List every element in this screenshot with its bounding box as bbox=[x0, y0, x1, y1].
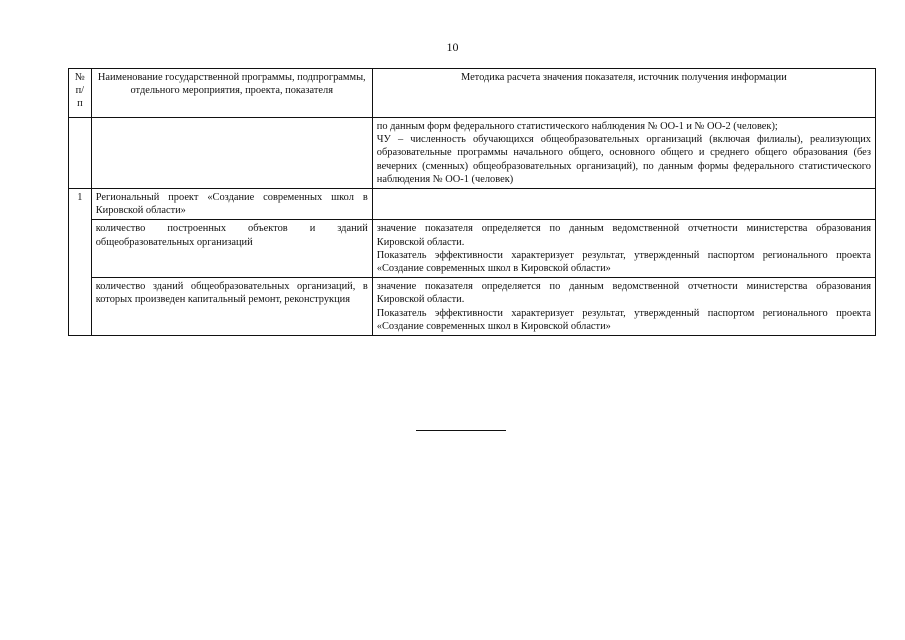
page-number: 10 bbox=[446, 40, 459, 54]
table-row bbox=[69, 220, 876, 278]
row-method bbox=[372, 189, 875, 220]
row-num bbox=[69, 278, 92, 336]
method-paragraph: значение показателя определяется по данным ведомственной отчетности министерства образования Кировской области. bbox=[376, 281, 871, 306]
method-paragraph: Показатель эффективности характеризует результат, утвержденный паспортом регионального проекта «Создание современных школ в Кировской области» bbox=[376, 249, 871, 275]
row-name bbox=[91, 118, 372, 189]
row-name: количество зданий общеобразовательных организаций, в которых произведен капитальный ремонт, реконструкция bbox=[91, 278, 372, 336]
row-method bbox=[372, 220, 875, 278]
row-name: количество построенных объектов и зданий общеобразовательных организаций bbox=[91, 220, 372, 278]
row-num bbox=[69, 220, 92, 278]
row-num bbox=[69, 118, 92, 189]
row-method bbox=[372, 118, 875, 189]
row-method bbox=[372, 278, 875, 336]
row-num: 1 bbox=[69, 189, 92, 220]
indicator-methodology-table bbox=[68, 68, 876, 336]
footnote-separator-line bbox=[416, 430, 506, 431]
header-num: № п/п bbox=[69, 69, 92, 118]
table-row bbox=[69, 278, 876, 336]
method-paragraph: значение показателя определяется по данным ведомственной отчетности министерства образования Кировской области. bbox=[376, 223, 871, 248]
table-row bbox=[69, 118, 876, 189]
header-method: Методика расчета значения показателя, источник получения информации bbox=[372, 69, 875, 118]
method-paragraph: ЧУ – численность обучающихся общеобразовательных организаций (включая филиалы), реализующих образовательные программы начального общего, основного общего и среднего общего образования (без вечерних (сменных) общеобразовательных организаций), по данным формы федерального статистического наблюдения № ОО-1 (человек) bbox=[376, 134, 871, 185]
method-paragraph: по данным форм федерального статистического наблюдения № ОО-1 и № ОО-2 (человек); bbox=[376, 121, 778, 132]
method-paragraph: Показатель эффективности характеризует результат, утвержденный паспортом регионального проекта «Создание современных школ в Кировской области» bbox=[376, 307, 871, 332]
table-row bbox=[69, 189, 876, 220]
header-name: Наименование государственной программы, подпрограммы, отдельного мероприятия, проекта, показателя bbox=[91, 69, 372, 118]
row-name: Региональный проект «Создание современных школ в Кировской области» bbox=[91, 189, 372, 220]
table-header-row bbox=[69, 69, 876, 118]
